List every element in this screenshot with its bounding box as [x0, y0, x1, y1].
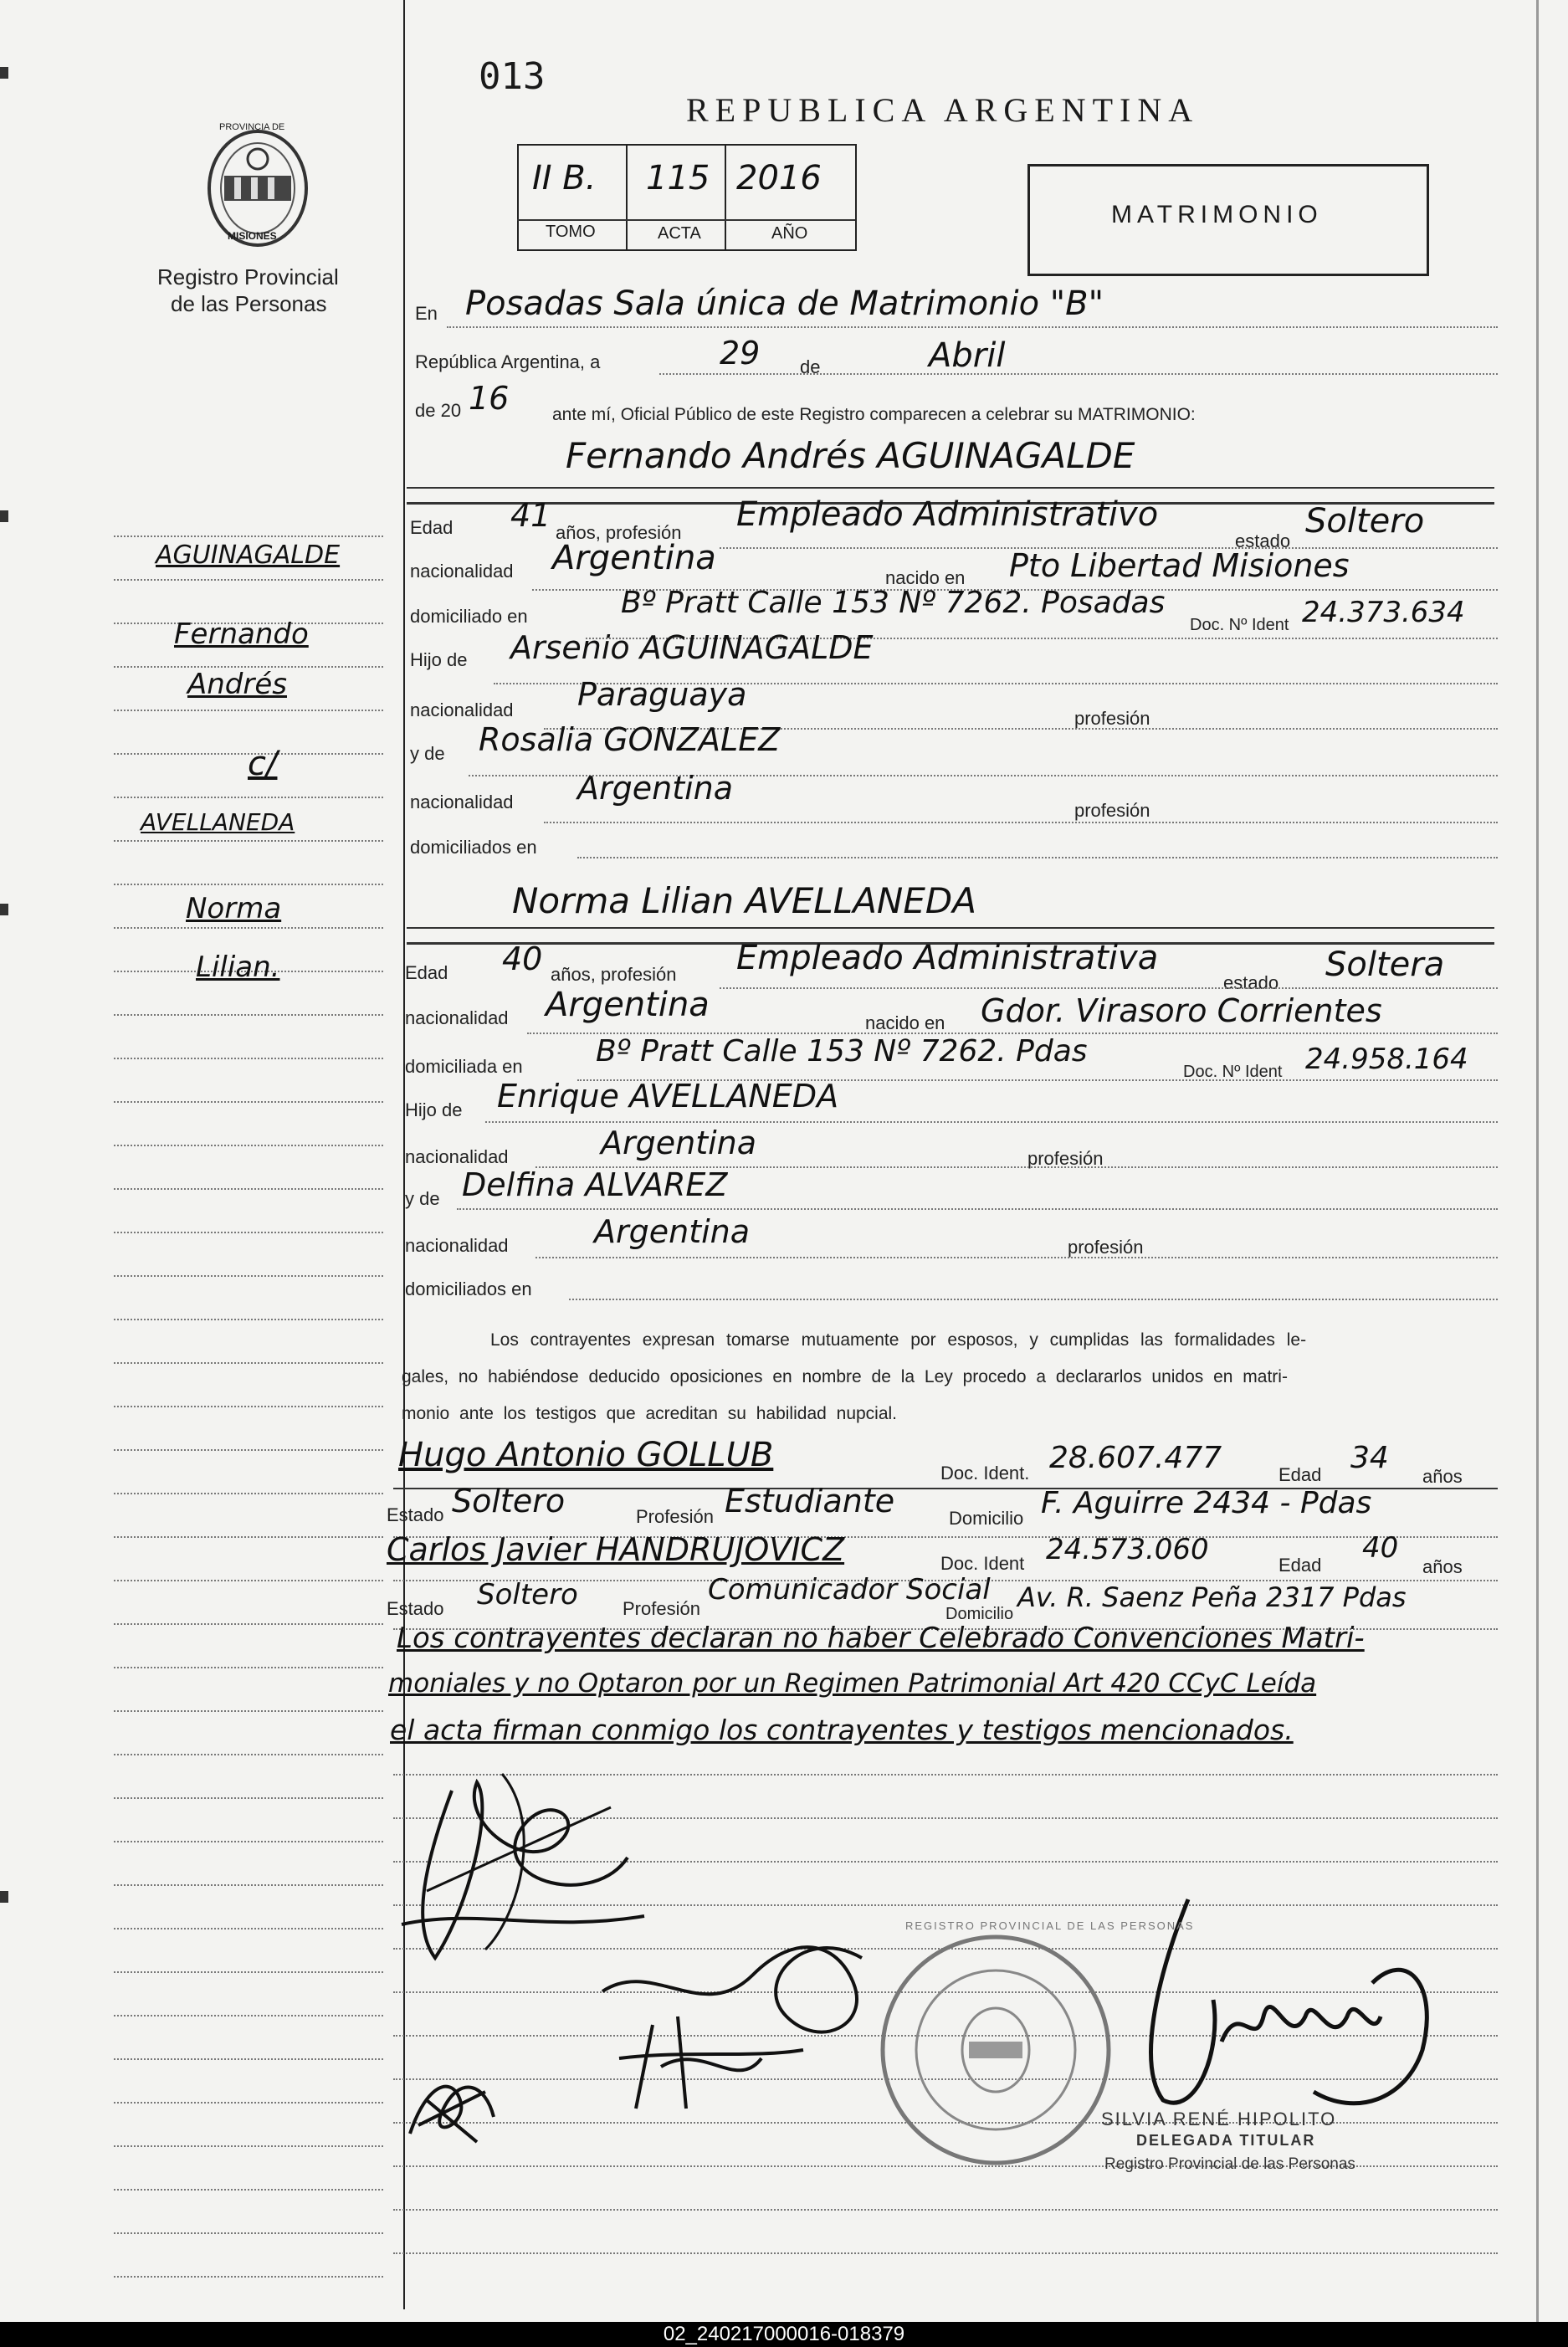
margin-ruled-line — [114, 1928, 383, 1929]
signature-witness-icon — [393, 2050, 510, 2159]
margin-ruled-line — [114, 1710, 383, 1712]
margin-ruled-line — [114, 2276, 383, 2278]
groom-padre-prof-label: profesión — [1074, 708, 1150, 729]
margin-name-bride-first: Norma — [186, 892, 282, 925]
margin-ruled-line — [114, 1841, 383, 1842]
bride-padre: Enrique AVELLANEDA — [497, 1078, 839, 1115]
margin-ruled-line — [114, 1232, 383, 1233]
bride-full-name: Norma Lilian AVELLANEDA — [512, 880, 976, 921]
seal-text-top: PROVINCIA DE — [219, 122, 285, 132]
witness1-profesion: Estudiante — [725, 1483, 895, 1519]
margin-ruled-line — [114, 1493, 383, 1494]
witness1-estado-label: Estado — [387, 1504, 444, 1525]
binding-mark — [0, 67, 8, 79]
groom-domiciliados-label: domiciliados en — [410, 837, 537, 858]
groom-domicilio: Bº Pratt Calle 153 Nº 7262. Posadas — [621, 586, 1166, 620]
margin-ruled-line — [114, 1145, 383, 1146]
official-title: DELEGADA TITULAR — [1136, 2132, 1316, 2149]
groom-padre-nac: Paraguaya — [577, 676, 747, 713]
groom-nacionalidad: Argentina — [552, 539, 716, 577]
groom-edad-label: Edad — [410, 517, 453, 538]
margin-name-bride-second: Lilian. — [196, 951, 280, 984]
witness1-domicilio: F. Aguirre 2434 - Pdas — [1041, 1486, 1372, 1520]
bride-padre-nac: Argentina — [601, 1125, 757, 1161]
fill-line — [544, 822, 1498, 823]
witness1-edad-label: Edad — [1278, 1464, 1322, 1485]
bride-madre: Delfina ALVAREZ — [462, 1166, 728, 1203]
bride-doc: 24.958.164 — [1305, 1043, 1468, 1076]
margin-ruled-line — [114, 884, 383, 885]
groom-estado-label: estado — [1235, 530, 1291, 551]
official-round-stamp-icon — [870, 1924, 1121, 2175]
groom-padre-nac-label: nacionalidad — [410, 699, 514, 720]
bride-domicilio-label: domiciliada en — [405, 1056, 523, 1077]
ante-text: ante mí, Oficial Público de este Registro comparecen a celebrar su MATRIMONIO: — [552, 405, 1196, 424]
witness2-estado-label: Estado — [387, 1598, 444, 1619]
bride-estado: Soltera — [1325, 945, 1445, 984]
groom-estado: Soltero — [1305, 502, 1425, 541]
witness2-domicilio-label: Domicilio — [945, 1605, 1014, 1623]
declaration-line3: monio ante los testigos que acreditan su habilidad nupcial. — [402, 1404, 898, 1423]
fill-line — [577, 857, 1498, 858]
registry-name-line1: Registro Provincial — [157, 264, 339, 290]
witness2-doc-label: Doc. Ident — [940, 1553, 1025, 1574]
bride-domicilio: Bº Pratt Calle 153 Nº 7262. Pdas — [596, 1034, 1088, 1068]
de-label: de — [800, 356, 821, 377]
margin-ruled-line — [114, 1275, 383, 1277]
body-ruled-line — [393, 2209, 1498, 2211]
margin-ruled-line — [114, 1188, 383, 1190]
margin-ruled-line — [114, 1449, 383, 1451]
table-divider — [725, 144, 726, 249]
fill-line — [535, 1257, 1498, 1258]
tomo-label: TOMO — [546, 223, 596, 241]
notes-line2: moniales y no Optaron por un Regimen Patrimonial Art 420 CCyC Leída — [388, 1668, 1317, 1699]
notes-line1: Los contrayentes declaran no haber Celebrado Convenciones Matri- — [397, 1622, 1365, 1655]
binding-mark — [0, 1891, 8, 1903]
groom-profesion: Empleado Administrativo — [736, 495, 1159, 534]
margin-ruled-line — [114, 1536, 383, 1538]
bride-madre-prof-label: profesión — [1068, 1237, 1144, 1258]
groom-nacido: Pto Libertad Misiones — [1009, 547, 1350, 584]
bride-doc-label: Doc. Nº Ident — [1183, 1063, 1283, 1081]
witness2-domicilio: Av. R. Saenz Peña 2317 Pdas — [1017, 1581, 1407, 1613]
margin-ruled-line — [114, 2232, 383, 2234]
witness1-estado: Soltero — [452, 1483, 566, 1519]
year-prefix: de 20 — [415, 400, 462, 421]
groom-y-de-label: y de — [410, 743, 445, 764]
en-label: En — [415, 303, 438, 324]
margin-ruled-line — [114, 1362, 383, 1364]
page-number: 013 — [479, 55, 546, 98]
groom-madre-nac-label: nacionalidad — [410, 792, 514, 812]
fill-line — [485, 1121, 1498, 1123]
groom-edad: 41 — [510, 497, 551, 534]
groom-domicilio-label: domiciliado en — [410, 606, 528, 627]
bride-padre-nac-label: nacionalidad — [405, 1146, 509, 1167]
witness2-edad: 40 — [1362, 1531, 1399, 1565]
margin-ruled-line — [114, 1058, 383, 1059]
year-suffix: 16 — [469, 380, 510, 417]
margin-ruled-line — [114, 1319, 383, 1320]
binding-mark — [0, 510, 8, 522]
bride-padre-prof-label: profesión — [1027, 1148, 1104, 1169]
bride-y-de-label: y de — [405, 1188, 440, 1209]
margin-ruled-line — [114, 840, 383, 842]
groom-madre-nac: Argentina — [577, 770, 734, 807]
section-rule — [407, 487, 1494, 489]
declaration-line2: gales, no habiéndose deducido oposiciones en nombre de la Ley procedo a declararlos unidos en matri- — [402, 1367, 1288, 1386]
bride-edad: 40 — [502, 940, 543, 977]
margin-ruled-line — [114, 1754, 383, 1755]
margin-surname-bride: AVELLANEDA — [141, 808, 295, 836]
bride-nacionalidad-label: nacionalidad — [405, 1007, 509, 1028]
bride-estado-label: estado — [1223, 972, 1279, 993]
witness1-domicilio-label: Domicilio — [949, 1508, 1024, 1529]
groom-madre-prof-label: profesión — [1074, 800, 1150, 821]
registry-name-line2: de las Personas — [171, 291, 327, 316]
groom-nacionalidad-label: nacionalidad — [410, 561, 514, 582]
bride-hijo-label: Hijo de — [405, 1099, 463, 1120]
witness1-doc: 28.607.477 — [1049, 1441, 1222, 1475]
month-value: Abril — [929, 336, 1006, 375]
witness2-profesion-label: Profesión — [623, 1598, 700, 1619]
anio-label: AÑO — [771, 224, 808, 243]
bride-nacido-label: nacido en — [865, 1012, 945, 1033]
margin-ruled-line — [114, 1667, 383, 1668]
signature-bride-icon — [586, 1891, 904, 2125]
witness2-edad-label: Edad — [1278, 1555, 1322, 1576]
official-name: SILVIA RENÉ HIPOLITO — [1101, 2109, 1337, 2129]
tomo-value: II B. — [532, 159, 597, 197]
fill-line — [569, 1299, 1498, 1300]
witness1-profesion-label: Profesión — [636, 1506, 714, 1527]
groom-padre: Arsenio AGUINAGALDE — [510, 629, 874, 666]
seal-text-bottom: MISIONES — [228, 230, 277, 242]
margin-ruled-line — [114, 710, 383, 711]
margin-conjunction: c/ — [248, 745, 278, 783]
acta-value: 115 — [646, 159, 710, 197]
bride-nacido: Gdor. Virasoro Corrientes — [981, 992, 1382, 1029]
groom-doc: 24.373.634 — [1302, 596, 1465, 629]
groom-doc-label: Doc. Nº Ident — [1190, 616, 1289, 634]
groom-full-name: Fernando Andrés AGUINAGALDE — [566, 435, 1135, 476]
margin-ruled-line — [114, 1623, 383, 1625]
margin-ruled-line — [114, 579, 383, 581]
witness2-profesion: Comunicador Social — [708, 1573, 991, 1607]
bride-profesion-label: años, profesión — [551, 964, 677, 985]
margin-ruled-line — [114, 797, 383, 798]
witness1-anos-label: años — [1422, 1466, 1463, 1487]
witness2-estado: Soltero — [477, 1578, 578, 1612]
margin-ruled-line — [114, 536, 383, 537]
bride-edad-label: Edad — [405, 962, 448, 983]
margin-name-groom-second: Andrés — [187, 668, 287, 701]
fill-line — [659, 373, 1498, 375]
margin-ruled-line — [114, 1884, 383, 1886]
right-edge-line — [1536, 0, 1539, 2322]
groom-profesion-label: años, profesión — [556, 522, 682, 543]
anio-value: 2016 — [736, 159, 822, 197]
bride-profesion: Empleado Administrativa — [736, 939, 1159, 977]
fill-line — [457, 1208, 1498, 1210]
acta-label: ACTA — [658, 224, 701, 243]
groom-nacido-label: nacido en — [885, 567, 966, 588]
witness1-edad: 34 — [1350, 1441, 1389, 1475]
margin-ruled-line — [114, 1580, 383, 1581]
bride-domiciliados-label: domiciliados en — [405, 1279, 532, 1299]
country-title: REPUBLICA ARGENTINA — [686, 91, 1200, 129]
binding-mark — [0, 904, 8, 915]
margin-name-groom-first: Fernando — [174, 617, 309, 651]
bride-nacionalidad: Argentina — [546, 986, 710, 1024]
section-rule — [407, 927, 1494, 929]
margin-ruled-line — [114, 2058, 383, 2060]
document-code-footer: 02_240217000016-018379 — [0, 2322, 1568, 2347]
place-value: Posadas Sala única de Matrimonio "B" — [465, 284, 1104, 323]
document-type: MATRIMONIO — [1111, 201, 1323, 228]
witness1-doc-label: Doc. Ident. — [940, 1463, 1030, 1484]
margin-ruled-line — [114, 1101, 383, 1103]
margin-ruled-line — [114, 2102, 383, 2104]
margin-ruled-line — [114, 2015, 383, 2016]
table-divider — [517, 219, 855, 221]
margin-ruled-line — [114, 1797, 383, 1799]
witness2-anos-label: años — [1422, 1556, 1463, 1577]
fill-line — [447, 326, 1498, 328]
margin-ruled-line — [114, 1406, 383, 1407]
witness2-name: Carlos Javier HANDRUJOVICZ — [387, 1531, 845, 1568]
margin-ruled-line — [114, 1971, 383, 1973]
stamp-round-text: REGISTRO PROVINCIAL DE LAS PERSONAS — [905, 1919, 1195, 1932]
fill-line — [720, 987, 1498, 989]
bride-madre-nac: Argentina — [594, 1213, 751, 1250]
notes-line3: el acta firman conmigo los contrayentes y testigos mencionados. — [390, 1714, 1294, 1746]
margin-ruled-line — [114, 2145, 383, 2147]
body-ruled-line — [393, 2252, 1498, 2254]
bride-madre-nac-label: nacionalidad — [405, 1235, 509, 1256]
declaration-line1: Los contrayentes expresan tomarse mutuamente por esposos, y cumplidas las formalidades le- — [490, 1330, 1307, 1350]
margin-ruled-line — [114, 1014, 383, 1016]
witness1-name: Hugo Antonio GOLLUB — [398, 1436, 774, 1474]
margin-ruled-line — [114, 2189, 383, 2191]
groom-hijo-label: Hijo de — [410, 649, 468, 670]
table-divider — [626, 144, 628, 249]
witness2-doc: 24.573.060 — [1046, 1533, 1209, 1566]
official-org: Registro Provincial de las Personas — [1104, 2155, 1355, 2173]
groom-madre: Rosalia GONZALEZ — [479, 721, 781, 758]
margin-ruled-line — [114, 927, 383, 929]
day-value: 29 — [720, 335, 761, 372]
republica-label: República Argentina, a — [415, 351, 601, 372]
margin-surname-groom: AGUINAGALDE — [156, 541, 341, 570]
